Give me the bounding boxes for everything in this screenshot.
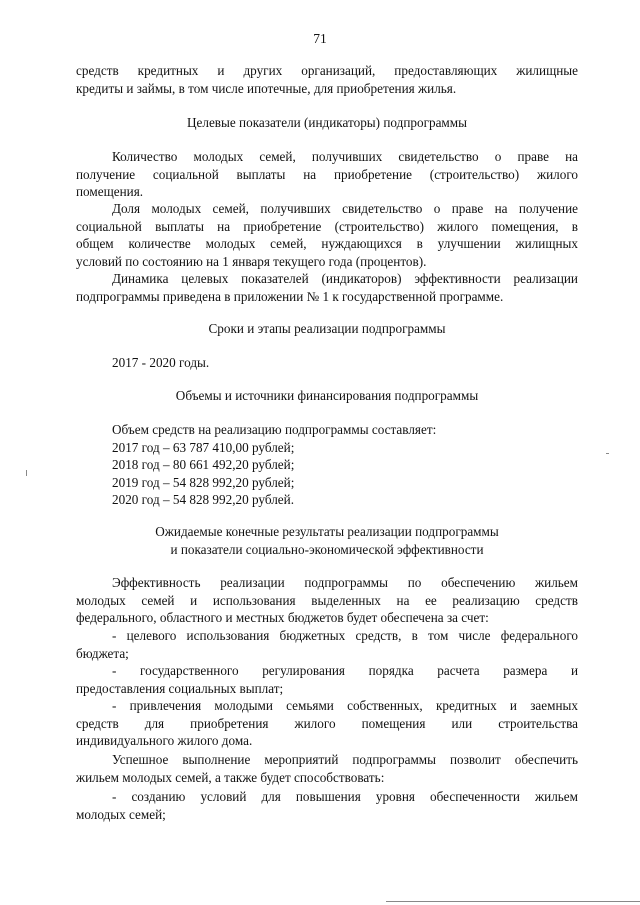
text-line: условий по состоянию на 1 января текущего года (процентов). (76, 253, 427, 269)
results-bullet-1 (76, 627, 578, 662)
text-line: социальной выплаты на приобретение (строительство) жилого помещения, в (76, 218, 578, 234)
results-bullet-3 (76, 697, 578, 750)
text-line: Доля молодых семей, получивших свидетельство о праве на получение (112, 201, 578, 216)
text-line: Количество молодых семей, получивших свидетельство о праве на (112, 149, 578, 164)
text-line: подпрограммы приведена в приложении № 1 к государственной программе. (76, 288, 504, 304)
text-line: - привлечения молодыми семьями собственных, кредитных и заемных (112, 698, 578, 713)
results-paragraph-2 (76, 751, 578, 786)
text-line: - целевого использования бюджетных средств, в том числе федерального (112, 628, 578, 643)
text-line: 2017 - 2020 годы. (112, 355, 210, 370)
heading-line: и показатели социально-экономической эффективности (170, 541, 484, 557)
text-line: жильем молодых семей, а также будет способствовать: (76, 769, 385, 785)
text-line: получение социальной выплаты на приобретение (строительство) жилого (76, 166, 578, 182)
results-bullet-4 (76, 788, 578, 823)
text-line: Объем средств на реализацию подпрограммы составляет: (112, 422, 437, 437)
section-heading-targets: Целевые показатели (индикаторы) подпрограммы (187, 115, 467, 130)
section-heading-results (76, 523, 578, 558)
funding-year-2019: 2019 год – 54 828 992,20 рублей; (112, 474, 295, 490)
text-line: Динамика целевых показателей (индикаторов) эффективности реализации (112, 271, 578, 286)
scan-artifact (26, 470, 27, 476)
section-heading-funding: Объемы и источники финансирования подпрограммы (175, 388, 479, 403)
text-line: молодых семей; (76, 806, 166, 822)
results-paragraph-1 (76, 574, 578, 627)
text-line: федерального, областного и местных бюджетов будет обеспечена за счет: (76, 610, 489, 626)
text-line: помещения. (76, 184, 144, 200)
funding-year-2018: 2018 год – 80 661 492,20 рублей; (112, 457, 295, 473)
text-line: предоставления социальных выплат; (76, 680, 284, 696)
intro-paragraph (76, 62, 578, 97)
results-bullet-2 (76, 662, 578, 697)
targets-paragraph-1 (76, 148, 578, 201)
section-heading-timing: Сроки и этапы реализации подпрограммы (208, 321, 446, 336)
text-line: средств для приобретения жилого помещения или строительства (76, 715, 578, 731)
text-line: кредиты и займы, в том числе ипотечные, для приобретения жилья. (76, 80, 457, 96)
text-line: Эффективность реализации подпрограммы по обеспечению жильем (112, 575, 578, 590)
heading-line: Ожидаемые конечные результаты реализации подпрограммы (155, 524, 499, 539)
scan-edge-line (386, 901, 640, 902)
targets-paragraph-2 (76, 200, 578, 270)
funding-year-2020: 2020 год – 54 828 992,20 рублей. (112, 492, 294, 508)
text-line: бюджета; (76, 645, 129, 661)
text-line: общем количестве молодых семей, нуждающихся в улучшении жилищных (76, 236, 578, 252)
text-line: молодых семей и использования выделенных на ее реализацию средств (76, 592, 578, 608)
funding-year-2017: 2017 год – 63 787 410,00 рублей; (112, 439, 295, 455)
text-line: - государственного регулирования порядка расчета размера и (112, 663, 578, 678)
text-line: средств кредитных и других организаций, предоставляющих жилищные (76, 63, 578, 78)
text-line: индивидуального жилого дома. (76, 733, 253, 749)
text-line: - созданию условий для повышения уровня обеспеченности жильем (112, 789, 578, 804)
timing-paragraph (76, 354, 578, 372)
funding-list (76, 421, 578, 509)
page-number: 71 (313, 31, 327, 46)
scan-artifact (606, 453, 609, 454)
text-line: Успешное выполнение мероприятий подпрограммы позволит обеспечить (112, 752, 578, 767)
targets-paragraph-3 (76, 270, 578, 305)
